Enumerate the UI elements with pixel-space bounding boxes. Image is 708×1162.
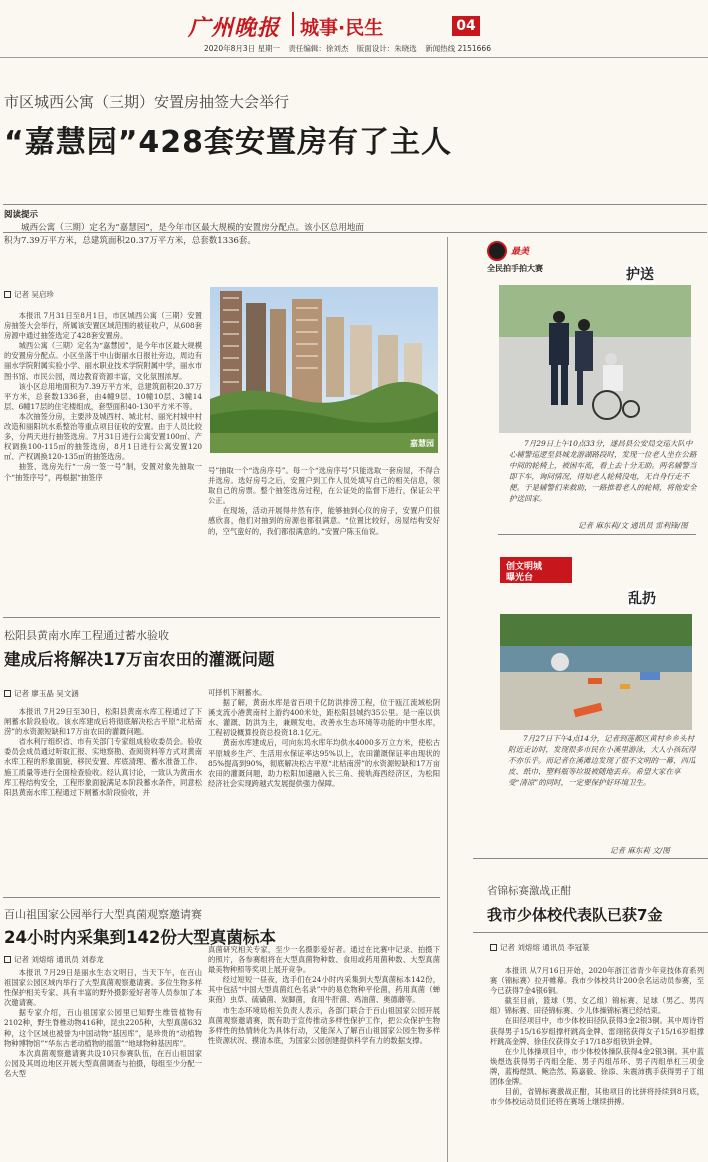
sports-paragraph: 截至目前，篮球（男、女乙组）锦标赛、足球（男乙、男丙组）锦标赛、田径锦标赛、少儿体操锦标赛已经结束。: [490, 996, 704, 1016]
escort-credit: 记者 麻东莉/文 通讯员 雷利锋/图: [578, 521, 688, 530]
riverbank-litter-image: [500, 614, 692, 730]
residential-towers-image: [210, 287, 438, 453]
lead-column-2: [208, 466, 440, 601]
sports-headline: 我市少体校代表队已获7金: [487, 906, 663, 924]
littering-rule: [473, 858, 708, 859]
lead-byline-text: 记者 吴启珍: [14, 290, 54, 299]
sports-paragraph: 在田径项目中，市少体校田径队获得3金2银3铜。其中周诗哲获得男子15/16岁组撑杆跳高金牌、雷翊铭获得女子15/16岁组撑杆跳高金牌、徐佳仪获得女子17/18岁组铁饼金牌。: [490, 1016, 704, 1046]
column-divider: [447, 237, 448, 1162]
lead-column-1: [4, 311, 202, 599]
summary-label: 阅读提示: [4, 210, 39, 220]
lead-paragraph: 该小区总用地面积为7.39万平方米，总建筑面积20.37万平方米，总套数1336套，由4幢9层、10幢10层、3幢14层、6幢17层的住宅楼组成，套型面积40-130平方米不等。: [4, 381, 202, 411]
sports-rule: [473, 932, 708, 933]
masthead-rule: [0, 57, 708, 58]
reservoir-byline-text: 记者 廖玉晶 吴文涵: [14, 689, 79, 698]
masthead: [188, 8, 488, 40]
summary-rule: [3, 204, 707, 205]
fungi-paragraph: 真菌研究相关专家，至少一名摄影爱好者。通过在比赛中记录、拍摄下的照片，各参赛组将在大型真菌物种数、食用或药用菌种数、大型真菌最美物种照等奖项上展开竞争。: [208, 945, 440, 975]
fungi-column-1: [4, 968, 202, 1158]
page-number: 04: [452, 16, 480, 36]
reservoir-paragraph: 据了解，黄南水库是省百项千亿防洪排涝工程，位于瓯江流域松阴溪支流小港黄南村上游约400米处，距松阳县城约35公里。是一座以供水、灌溉、防洪为主，兼顾发电、改善水生态环境等功能的中型水库，工程初设概算投资总投资18.1亿元。: [208, 698, 440, 738]
byline-box-icon: [490, 944, 497, 951]
byline-box-icon: [4, 690, 11, 697]
lead-paragraph: 号”抽取一个“选房序号”。每一个“选房序号”只能选取一套房屋，不得合并选房。选好房号之后，安置户到工作人员处填写自己的相关信息，领取自己的房票。整个抽签选房过程，在公证处的监督下进行，保证公平公正。: [208, 466, 440, 506]
escort-brand-subtitle: 全民拍手拍大赛: [487, 264, 543, 273]
littering-credit: 记者 麻东莉 文/图: [610, 846, 670, 855]
designer: 版面设计：朱晓选: [356, 44, 417, 53]
lead-headline: “嘉慧园”428套安置房有了主人: [4, 125, 453, 160]
newspaper-logo: 广州晚报: [188, 15, 281, 41]
fungi-paragraph: 本次真菌观察邀请赛共设10只参赛队伍，在百山祖国家公园及其周边地区开展大型真菌调查与拍摄，每组至少分配一名大型: [4, 1048, 202, 1078]
littering-brand-subtitle: 曝光台: [506, 573, 534, 583]
fungi-paragraph: 本报讯 7月29日是丽水生态文明日，当天下午，在百山祖国家公园区域内举行了大型真菌观察邀请赛。多位生物多样性保护相关专家、具有丰富的野外摄影爱好者等人员参加了本次邀请赛。: [4, 968, 202, 1008]
editor: 责任编辑：徐刘杰: [288, 44, 349, 53]
reservoir-paragraph: 本报讯 7月29日至30日，松阳县黄南水库工程通过了下闸蓄水阶段验收。该水库建成后将彻底解决松古平原“北枯南涝”的水资源短缺和17万亩农田的灌溉问题。: [4, 707, 202, 737]
fungi-byline: [4, 954, 104, 965]
section-rule: [3, 617, 440, 618]
fungi-kicker: 百山祖国家公园举行大型真菌观察邀请赛: [4, 908, 202, 921]
section-title: 城事·民生: [300, 17, 384, 39]
fungi-column-2: [208, 945, 440, 1158]
littering-caption: 7月27日下午4点14分，记者到莲都区黄村乡乡头村附近走访时，发现很多市民在小溪里游泳，大人小孩玩得不亦乐乎。而记者在溪滩边发现了很不文明的一幕，西瓜皮、纸巾、塑料瓶等垃圾被随地丢弃。希望大家在享受“清凉”的同时，一定要保护好环境卫生。: [508, 734, 696, 787]
escort-brand-title: 最美: [511, 247, 530, 257]
littering-tag: 乱扔: [628, 588, 656, 608]
littering-brand-title: 创文明城: [506, 562, 543, 572]
reservoir-byline: [4, 688, 79, 699]
sports-kicker: 省锦标赛激战正酣: [487, 885, 571, 897]
fungi-paragraph: 据专家介绍，百山祖国家公园里已知野生维管植物有2102种，野生脊椎动物416种，昆虫2205种，大型真菌632种，这个区域也被誉为中国动物“基因库”，是珍贵的“动植物物种博物馆”“华东古老动植物的摇篮”“地球物种基因库”。: [4, 1008, 202, 1048]
littering-photo: [500, 614, 692, 730]
section-rule: [3, 897, 440, 898]
reservoir-headline: 建成后将解决17万亩农田的灌溉问题: [4, 650, 275, 669]
fungi-byline-text: 记者 刘熔熔 通讯员 刘春龙: [14, 955, 104, 964]
byline-box-icon: [4, 291, 11, 298]
sports-byline: [490, 942, 590, 953]
escort-brand: [487, 241, 577, 275]
lead-paragraph: 抽签、选房先行“一房一签一号”制，安置对象先抽取一个“抽签序号”，再根据“抽签序: [4, 462, 202, 482]
camera-icon: [487, 241, 507, 261]
reservoir-paragraph: 省水利厅组织省、市有关部门专家组成验收委员会。验收委员会成员通过听取汇报、实地察勘、查阅资料等方式对黄南水库工程的形象面貌、移民安置、库底清理、蓄水准备工作、施工质量等进行全面检查验收。经认真讨论，一致认为黄南水库工程结构安全，工程形象面貌满足本阶段蓄水条件，同意松阳县黄南水库工程通过下闸蓄水阶段验收，并: [4, 737, 202, 797]
sports-paragraph: 在少儿体操项目中，市少体校体操队获得4金2银3铜。其中蓝焕煜选获得男子丙组全能、男子丙组吊环、男子丙组单杠三项金牌，蓝梅煜凯、鲍浩然、陈嘉毅、徐添、朱震沛携手获得男子丁组团体金牌。: [490, 1046, 704, 1087]
sports-paragraph: 目前，省锦标赛激战正酣，其他项目的比拼将持续到8月底，市少体校运动员们还将在赛场上继续拼搏。: [490, 1087, 704, 1107]
byline-box-icon: [4, 956, 11, 963]
escort-photo: [499, 285, 691, 433]
reservoir-column-2: [208, 688, 440, 884]
lead-photo-label: 嘉慧园: [410, 439, 434, 448]
lead-paragraph: 本报讯 7月31日至8月1日，市区城西公寓（三期）安置房抽签大会举行，所属该安置区域范围的被征收户，从608套房源中通过抽签选定了428套安置房。: [4, 311, 202, 341]
masthead-divider: [292, 12, 294, 36]
lead-paragraph: 本次抽签分房，主要涉及城西村、城北村、丽光村城中村改造和丽阳坑水系整治等重点项目征收的安置。由于人员比较多，分两天进行抽签选房。7月31日进行公寓安置100㎡、产权调换100-115㎡的抽签选房，8月1日进行公寓安置120㎡、产权调换120-135㎡的抽签选房。: [4, 411, 202, 462]
fungi-paragraph: 市生态环境局相关负责人表示，各部门联合于百山祖国家公园开展真菌观察邀请赛，既有助于宣传推动多样性保护工作，把公众保护生物多样性的热情转化为具体行动，又能深入了解百山祖国家公园生物多样性资源状况、摸清本底，为国家公园创建提供科学有力的数据支撑。: [208, 1005, 440, 1045]
lead-summary: 城西公寓（三期）定名为“嘉慧园”，是今年市区最大规模的安置房分配点。该小区总用地面积为7.39万平方米，总建筑面积20.37万平方米，总套数1336套。: [4, 223, 364, 246]
issue-date: 2020年8月3日 星期一: [204, 44, 281, 53]
escort-caption: 7月29日上午10点33分，遂昌县公安局交巡大队中心辅警巡逻至县城龙游湖路段时，发现一位老人坐在公路中间的轮椅上，被困车流，看上去十分无助。两名辅警当即下车，询问情况，得知老人轮椅没电，无自身行走不便。于是辅警们来救助，一路推着老人的轮椅，将他安全护送回家。: [509, 439, 697, 503]
reservoir-paragraph: 可择机下闸蓄水。: [208, 688, 267, 697]
littering-brand: [500, 557, 572, 583]
lead-paragraph: 城西公寓（三期）定名为“嘉慧园”，是今年市区最大规模的安置房分配点。小区坐落于中山街丽水日报社旁边，周边有丽水学院附属实验小学、丽水职业技术学院附属中学，丽水市图书馆、市民公园，周边教育资源丰富，文化氛围浓厚。: [4, 341, 202, 381]
lead-paragraph: 在现场，活动开展得井然有序，能够抽到心仪的房子，安置户们很感欣喜，他们对抽到的房源也都很满意。“位置比较好，房屋结构安好的，空气蛮好的，我们都很满意的。”安置户陈玉仙说。: [208, 506, 440, 536]
reservoir-paragraph: 黄南水库建成后，可向东坞水库年均供水4000多万立方米，使松古平原城乡生产、生活用水保证率达95%以上，农田灌溉保证率由现状的85%提高到90%，彻底解决松古平原“北枯南涝”的水资源短缺和17万亩农田的灌溉问题，助力松阳加速融入长三角、接轨海西经济区，为松阳经济社会实现跨越式发展提供强力保障。: [208, 738, 440, 788]
sports-byline-text: 记者 刘熔熔 通讯员 李冠篆: [500, 943, 590, 952]
escort-rule: [498, 534, 696, 535]
fungi-paragraph: 经过短短一昼夜，选手们在24小时内采集到大型真菌标本142份，其中包括“中国大型真菌红色名录”中的易危物种平伦菌，药用真菌（蝉束孢）虫草、硫磺菌、炭脚菌，食用牛肝菌、鸡油菌、奥德蘑等。: [208, 975, 440, 1005]
lead-kicker: 市区城西公寓（三期）安置房抽签大会举行: [4, 93, 290, 111]
hotline: 新闻热线 2151666: [425, 44, 491, 53]
sports-column: [490, 966, 704, 1160]
fungi-headline: 24小时内采集到142份大型真菌标本: [4, 928, 276, 947]
sports-paragraph: 本报讯 从7月16日开始，2020年浙江省青少年竞技体育系列赛（锦标赛）拉开帷幕。我市少体校共计200余名运动员参赛，至今已获得7金4银6铜。: [490, 966, 704, 996]
escort-scene-image: [499, 285, 691, 433]
reservoir-column-1: [4, 707, 202, 885]
lead-photo: [210, 287, 438, 453]
date-line: [204, 43, 544, 54]
escort-tag: 护送: [626, 264, 654, 284]
lead-byline: [4, 289, 54, 300]
reservoir-kicker: 松阳县黄南水库工程通过蓄水验收: [4, 629, 169, 642]
